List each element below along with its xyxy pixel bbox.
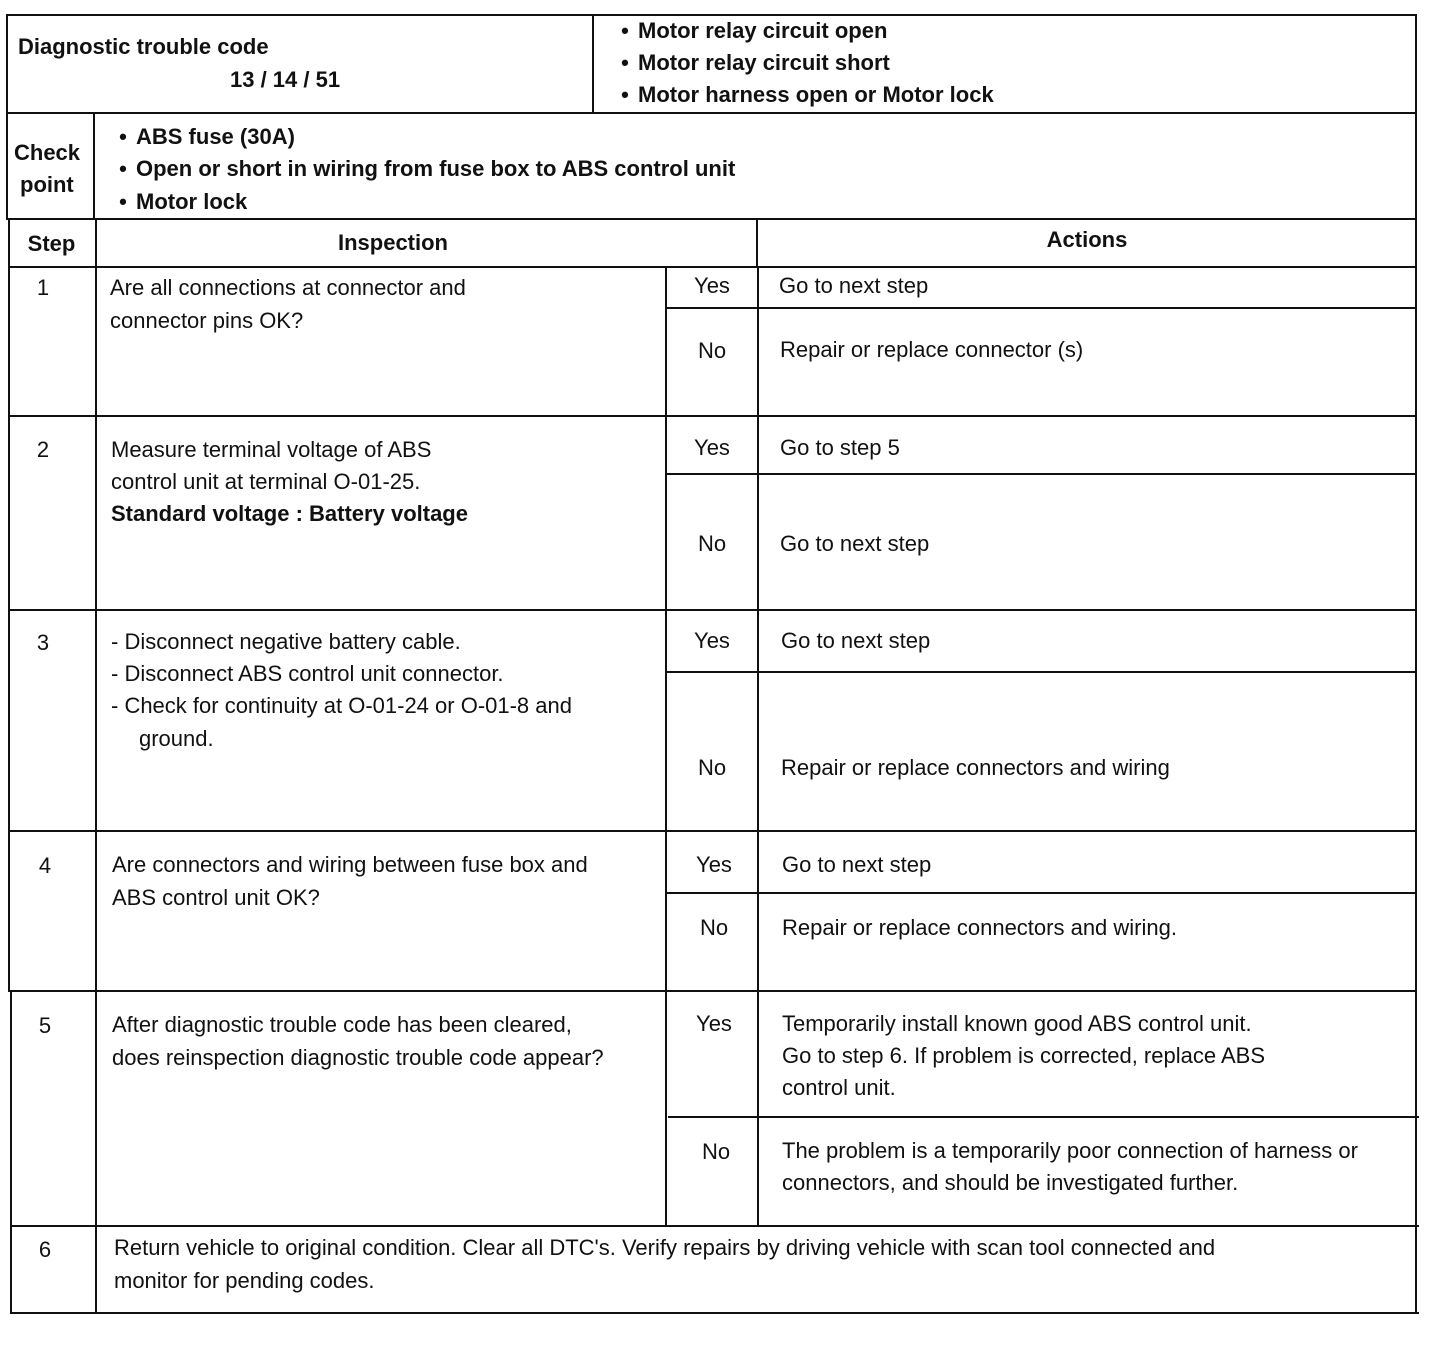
yes-label: Yes	[694, 435, 730, 460]
checkpoint-item: • ABS fuse (30A)	[110, 121, 295, 153]
step1-yes-divider	[666, 307, 1417, 309]
step-column-divider	[95, 218, 97, 1314]
column-header-actions: Actions	[1046, 227, 1128, 252]
step-number: 5	[38, 1013, 52, 1038]
step-number: 3	[36, 630, 50, 655]
inspection-text: - Disconnect negative battery cable.	[111, 629, 461, 654]
no-label: No	[697, 531, 727, 556]
no-label: No	[701, 1139, 731, 1164]
yesno-column-left	[665, 266, 667, 1225]
action-text: Go to next step	[780, 531, 930, 556]
column-header-step: Step	[27, 231, 76, 256]
step-number: 1	[36, 275, 50, 300]
final-step-text: monitor for pending codes.	[114, 1268, 375, 1293]
header-divider	[6, 112, 1417, 114]
step3-yes-divider	[666, 671, 1417, 673]
inspection-text: After diagnostic trouble code has been cleared,	[112, 1012, 572, 1037]
checkpoint-label: Check	[14, 140, 81, 165]
action-text: Go to step 5	[780, 435, 900, 460]
condition-item: • Motor relay circuit short	[612, 47, 890, 79]
step-number: 6	[38, 1237, 52, 1262]
action-text: Repair or replace connectors and wiring.	[782, 915, 1177, 940]
no-label: No	[697, 755, 727, 780]
inspection-text: - Check for continuity at O-01-24 or O-01-8 and	[111, 693, 572, 718]
inspection-text: connector pins OK?	[110, 308, 304, 333]
column-header-inspection: Inspection	[337, 230, 448, 255]
action-text: Go to step 6. If problem is corrected, replace ABS	[782, 1043, 1266, 1068]
yes-label: Yes	[696, 852, 732, 877]
action-text: Go to next step	[779, 273, 929, 298]
inspection-text: does reinspection diagnostic trouble code appear?	[112, 1045, 604, 1070]
step4-divider	[8, 990, 1417, 992]
yes-label: Yes	[694, 628, 730, 653]
action-text: connectors, and should be investigated further.	[782, 1170, 1239, 1195]
step5-divider	[10, 1225, 1419, 1227]
dtc-codes: 13 / 14 / 51	[230, 67, 341, 92]
inspection-text: ABS control unit OK?	[112, 885, 320, 910]
table-border-bottom	[10, 1312, 1419, 1314]
table-border-left	[6, 14, 8, 218]
checkpoint-label: point	[20, 172, 74, 197]
step-number: 2	[36, 437, 50, 462]
column-header-divider	[8, 266, 1417, 268]
checkpoint-item: • Open or short in wiring from fuse box to ABS control unit	[110, 153, 735, 185]
action-text: Repair or replace connector (s)	[780, 337, 1084, 362]
checkpoint-item: • Motor lock	[110, 186, 247, 218]
action-text: Go to next step	[781, 628, 931, 653]
yes-label: Yes	[694, 273, 730, 298]
inspection-text: Are all connections at connector and	[110, 275, 466, 300]
condition-item: • Motor relay circuit open	[612, 15, 887, 47]
condition-item: • Motor harness open or Motor lock	[612, 79, 994, 111]
no-label: No	[697, 338, 727, 363]
step1-divider	[8, 415, 1417, 417]
action-text: Repair or replace connectors and wiring	[781, 755, 1170, 780]
yesno-column-right	[757, 266, 759, 1225]
dtc-label: Diagnostic trouble code	[18, 34, 269, 59]
step-number: 4	[38, 853, 52, 878]
step2-yes-divider	[666, 473, 1417, 475]
inspection-standard: Standard voltage : Battery voltage	[111, 501, 468, 526]
step2-divider	[8, 609, 1417, 611]
header-column-divider	[592, 14, 594, 112]
action-text: Go to next step	[782, 852, 932, 877]
step4-yes-divider	[666, 892, 1417, 894]
action-text: The problem is a temporarily poor connection of harness or	[782, 1138, 1358, 1163]
inspection-text: ground.	[139, 726, 214, 751]
inspection-text: control unit at terminal O-01-25.	[111, 469, 421, 494]
yes-label: Yes	[696, 1011, 732, 1036]
checkpoint-divider	[6, 218, 1417, 220]
inspection-text: - Disconnect ABS control unit connector.	[111, 661, 504, 686]
no-label: No	[699, 915, 729, 940]
table-border-right	[1415, 14, 1417, 1314]
final-step-text: Return vehicle to original condition. Clear all DTC's. Verify repairs by driving vehicle with scan tool connected and	[114, 1235, 1216, 1260]
step5-yes-divider	[668, 1116, 1419, 1118]
action-text: Temporarily install known good ABS control unit.	[782, 1011, 1252, 1036]
step3-divider	[8, 830, 1417, 832]
checkpoint-label-divider	[93, 112, 95, 218]
action-text: control unit.	[782, 1075, 896, 1100]
inspection-text: Measure terminal voltage of ABS	[111, 437, 432, 462]
inspection-text: Are connectors and wiring between fuse box and	[112, 852, 588, 877]
